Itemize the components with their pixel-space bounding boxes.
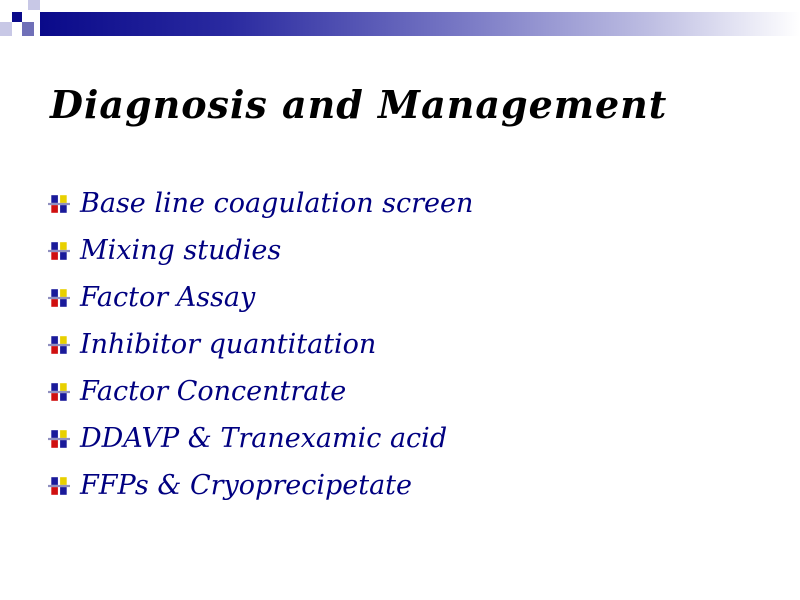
bullet-icon bbox=[48, 475, 70, 497]
bullet-icon bbox=[48, 287, 70, 309]
corner-square-1 bbox=[12, 12, 22, 22]
bullet-item bbox=[48, 415, 473, 462]
bullet-icon bbox=[48, 428, 70, 450]
bullet-text: FFPs & Cryoprecipetate bbox=[80, 470, 413, 501]
bullet-text: Factor Assay bbox=[80, 282, 256, 313]
bullet-item bbox=[48, 321, 473, 368]
bullet-item bbox=[48, 227, 473, 274]
bullet-text: Base line coagulation screen bbox=[80, 188, 474, 219]
header-gradient-bar bbox=[40, 12, 800, 36]
bullet-item bbox=[48, 274, 473, 321]
bullet-list bbox=[48, 180, 473, 509]
corner-square-4 bbox=[22, 22, 34, 36]
bullet-icon bbox=[48, 240, 70, 262]
corner-square-2 bbox=[28, 0, 40, 10]
bullet-item bbox=[48, 368, 473, 415]
bullet-text: Inhibitor quantitation bbox=[80, 329, 377, 360]
bullet-text: Factor Concentrate bbox=[80, 376, 347, 407]
bullet-icon bbox=[48, 193, 70, 215]
bullet-text: DDAVP & Tranexamic acid bbox=[80, 423, 448, 454]
slide-title: Diagnosis and Management bbox=[50, 82, 668, 127]
bullet-item bbox=[48, 180, 473, 227]
bullet-icon bbox=[48, 381, 70, 403]
corner-square-3 bbox=[0, 22, 12, 36]
header-decoration bbox=[0, 0, 800, 36]
bullet-text: Mixing studies bbox=[80, 235, 282, 266]
bullet-icon bbox=[48, 334, 70, 356]
bullet-item bbox=[48, 462, 473, 509]
